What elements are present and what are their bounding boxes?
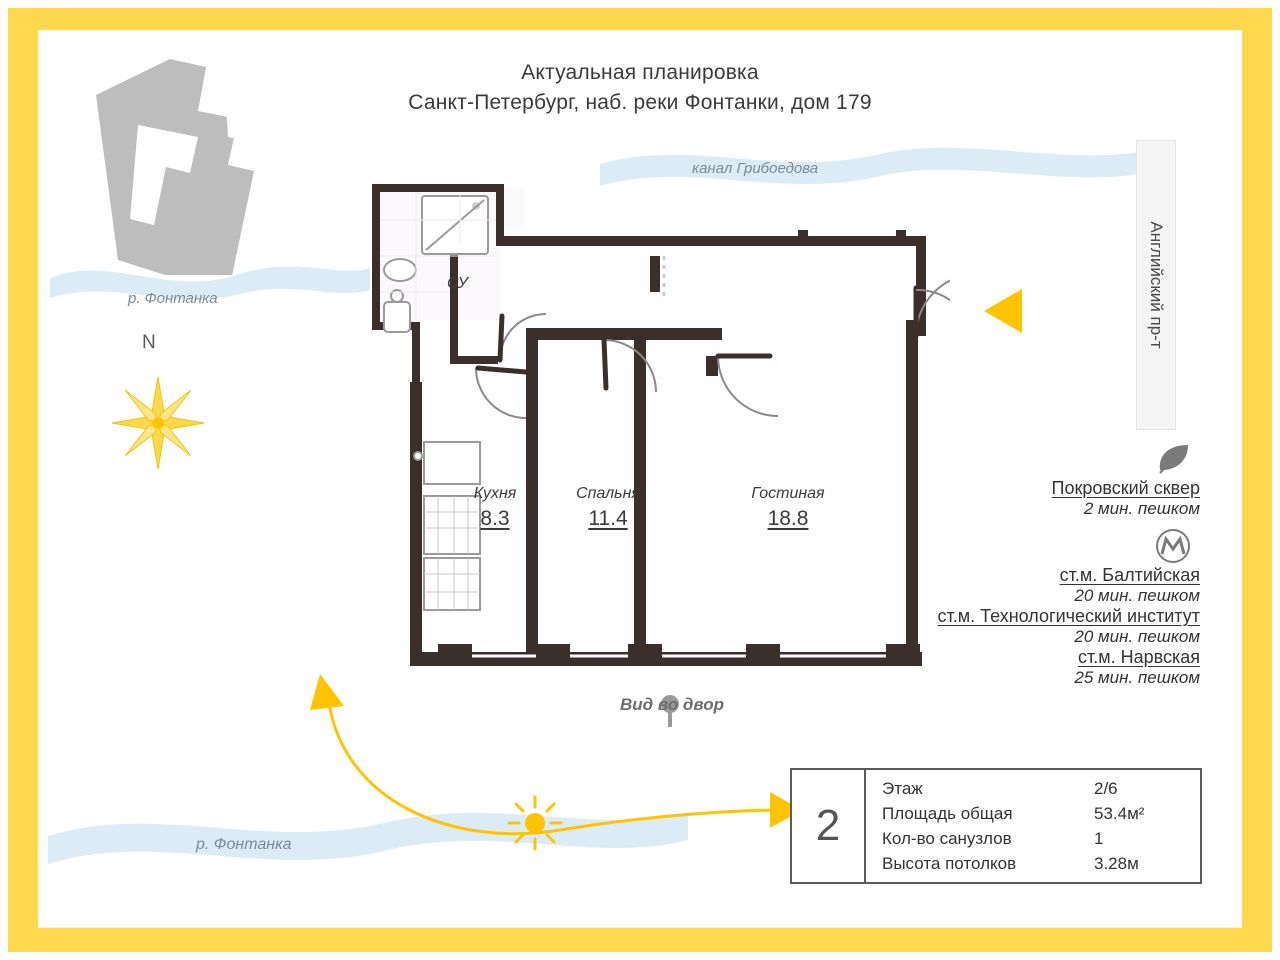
room-label-bedroom [548,485,668,531]
building-minimap-icon [78,45,278,275]
room-name-livingroom: Гостиная [751,485,825,502]
info-row-bathrooms [882,826,1186,851]
river-fontanka-bottom-label: р. Фонтанка [196,836,292,853]
info-value-ceiling: 3.28м [1094,854,1139,873]
info-value-bathrooms: 1 [1094,829,1104,848]
room-area-kitchen: 8.3 [480,507,510,530]
title-line-2: Санкт-Петербург, наб. реки Фонтанки, дом 179 [408,91,872,114]
room-name-bedroom: Спальня [576,485,640,502]
poi-time-metro-2: 20 мин. пешком [1074,627,1200,646]
room-area-livingroom: 18.8 [767,507,809,530]
room-label-kitchen [440,485,550,531]
canal-griboedova-label: канал Грибоедова [692,160,819,177]
info-row-floor [882,776,1186,801]
room-area-bedroom: 11.4 [588,507,628,530]
river-fontanka-top-label: р. Фонтанка [128,290,218,307]
floor-plan-drawing [350,160,950,680]
poi-time-metro-3: 25 мин. пешком [1074,668,1200,687]
compass-rose-icon [110,375,206,471]
info-label-area: Площадь общая [882,804,1013,823]
info-value-floor: 2/6 [1094,779,1118,798]
rooms-count-value: 2 [792,770,866,882]
metro-icon [1152,527,1194,565]
yard-view-label: Вид во двор [620,695,724,714]
street-label-box [1136,140,1176,430]
entrance-arrow-icon [978,285,1024,337]
poi-name-metro-1: ст.м. Балтийская [1059,565,1200,585]
poi-name-metro-3: ст.м. Нарвская [1077,647,1200,667]
poi-name-metro-2: ст.м. Технологический институт [937,606,1200,626]
info-value-area: 53.4м² [1094,804,1145,823]
street-label-text: Английский пр-т [1147,221,1166,349]
sun-path-arrow [300,660,820,860]
info-rows [866,770,1200,882]
poi-item-park [930,440,1200,519]
poi-time-metro-1: 20 мин. пешком [1074,586,1200,605]
leaf-icon [1152,440,1194,478]
info-row-area [882,801,1186,826]
compass-north-label: N [142,332,156,353]
poi-time-park: 2 мин. пешком [1083,499,1200,518]
info-label-bathrooms: Кол-во санузлов [882,829,1012,848]
info-label-floor: Этаж [882,779,923,798]
room-label-livingroom [718,485,858,531]
info-row-ceiling [882,851,1186,876]
title-line-1: Актуальная планировка [521,61,759,84]
poi-panel [930,440,1200,696]
poi-item-metro [930,527,1200,688]
room-label-bathroom: СУ [447,275,468,292]
summary-info-table [790,768,1202,884]
room-name-kitchen: Кухня [473,485,517,502]
info-label-ceiling: Высота потолков [882,854,1017,873]
poi-name-park: Покровский сквер [1051,478,1200,498]
